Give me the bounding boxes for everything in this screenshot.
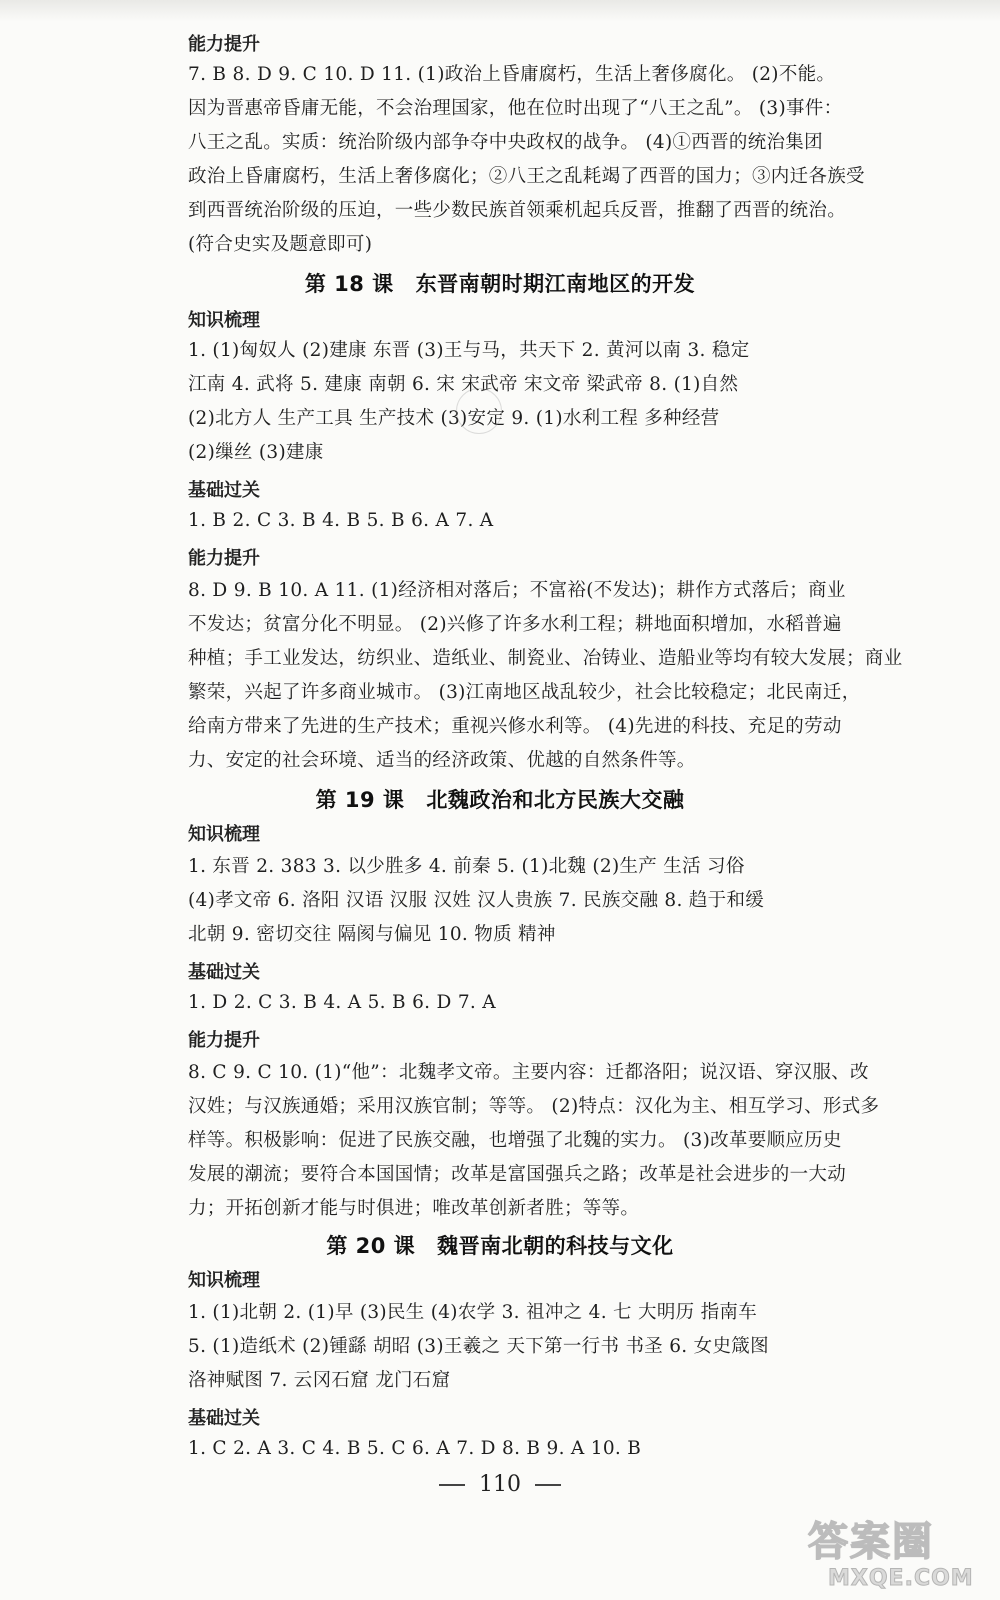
- text-line: 政治上昏庸腐朽，生活上奢侈腐化；②八王之乱耗竭了西晋的国力；③内迁各族受: [188, 166, 865, 187]
- text-line: 汉姓；与汉族通婚；采用汉族官制；等等。 (2)特点：汉化为主、相互学习、形式多: [188, 1096, 880, 1117]
- text-line: 力、安定的社会环境、适当的经济政策、优越的自然条件等。: [188, 750, 696, 771]
- text-line: 5. (1)造纸术 (2)锺繇 胡昭 (3)王羲之 天下第一行书 书圣 6. 女史箴图: [188, 1336, 769, 1357]
- section-heading-knowledge: 知识梳理: [188, 824, 260, 845]
- text-line: 8. D 9. B 10. A 11. (1)经济相对落后；不富裕(不发达)；耕作方式落后；商业: [188, 580, 846, 601]
- text-line: (符合史实及题意即可): [188, 234, 373, 255]
- section-heading-ability: 能力提升: [188, 34, 260, 55]
- text-line: 种植；手工业发达，纺织业、造纸业、制瓷业、冶铸业、造船业等均有较大发展；商业: [188, 648, 903, 669]
- lesson-title: [0, 1230, 1000, 1260]
- lesson-number: 第 19 课: [315, 788, 405, 812]
- text-line: 到西晋统治阶级的压迫，一些少数民族首领乘机起兵反晋，推翻了西晋的统治。: [188, 200, 847, 221]
- lesson-title: [0, 268, 1000, 298]
- faint-stamp: [456, 388, 502, 434]
- page-number-dash: [535, 1484, 561, 1486]
- text-line: 繁荣，兴起了许多商业城市。 (3)江南地区战乱较少，社会比较稳定；北民南迁，: [188, 682, 861, 703]
- page-number-value: 110: [479, 1472, 521, 1497]
- text-line: 力；开拓创新才能与时俱进；唯改革创新者胜；等等。: [188, 1198, 640, 1219]
- page-number-dash: [439, 1484, 465, 1486]
- lesson-name: 魏晋南北朝的科技与文化: [437, 1234, 674, 1258]
- answer-paragraph: [188, 58, 865, 262]
- answer-paragraph: [188, 850, 820, 952]
- section-heading-basic: 基础过关: [188, 962, 260, 983]
- section-heading-basic: 基础过关: [188, 1408, 260, 1429]
- answer-line: 1. B 2. C 3. B 4. B 5. B 6. A 7. A: [188, 510, 494, 531]
- answer-line: 1. D 2. C 3. B 4. A 5. B 6. D 7. A: [188, 992, 496, 1013]
- lesson-number: 第 18 课: [304, 272, 394, 296]
- text-line: 江南 4. 武将 5. 建康 南朝 6. 宋 宋武帝 宋文帝 梁武帝 8. (1)自然: [188, 374, 739, 395]
- text-line: (2)北方人 生产工具 生产技术 (3)安定 9. (1)水利工程 多种经营: [188, 408, 720, 429]
- section-heading-ability: 能力提升: [188, 1030, 260, 1051]
- section-heading-ability: 能力提升: [188, 548, 260, 569]
- text-line: 北朝 9. 密切交往 隔阂与偏见 10. 物质 精神: [188, 924, 556, 945]
- answer-paragraph: [188, 334, 820, 470]
- lesson-title: [0, 784, 1000, 814]
- lesson-name: 东晋南朝时期江南地区的开发: [415, 272, 696, 296]
- text-line: 因为晋惠帝昏庸无能，不会治理国家，他在位时出现了“八王之乱”。 (3)事件：: [188, 98, 843, 119]
- text-line: 洛神赋图 7. 云冈石窟 龙门石窟: [188, 1370, 451, 1391]
- text-line: (2)缫丝 (3)建康: [188, 442, 324, 463]
- scan-shadow: [0, 0, 1000, 22]
- text-line: 发展的潮流；要符合本国国情；改革是富国强兵之路；改革是社会进步的一大动: [188, 1164, 847, 1185]
- answer-line: 1. C 2. A 3. C 4. B 5. C 6. A 7. D 8. B 9. A 10. B: [188, 1438, 642, 1459]
- text-line: 7. B 8. D 9. C 10. D 11. (1)政治上昏庸腐朽，生活上奢侈腐化。 (2)不能。: [188, 64, 836, 85]
- watermark-logo-text: 答案圈: [808, 1519, 934, 1565]
- text-line: 1. (1)北朝 2. (1)早 (3)民生 (4)农学 3. 祖冲之 4. 七 大明历 指南车: [188, 1302, 758, 1323]
- page-number: [0, 1472, 1000, 1497]
- text-line: 8. C 9. C 10. (1)“他”：北魏孝文帝。主要内容：迁都洛阳；说汉语、穿汉服、改: [188, 1062, 869, 1083]
- lesson-number: 第 20 课: [326, 1234, 416, 1258]
- lesson-name: 北魏政治和北方民族大交融: [426, 788, 685, 812]
- section-heading-knowledge: 知识梳理: [188, 1270, 260, 1291]
- text-line: 不发达；贫富分化不明显。 (2)兴修了许多水利工程；耕地面积增加，水稻普遍: [188, 614, 842, 635]
- text-line: 样等。积极影响：促进了民族交融，也增强了北魏的实力。 (3)改革要顺应历史: [188, 1130, 842, 1151]
- section-heading-knowledge: 知识梳理: [188, 310, 260, 331]
- watermark-logo: [808, 1510, 988, 1596]
- answer-paragraph: [188, 574, 903, 778]
- text-line: 给南方带来了先进的生产技术；重视兴修水利等。 (4)先进的科技、充足的劳动: [188, 716, 842, 737]
- text-line: 八王之乱。实质：统治阶级内部争夺中央政权的战争。 (4)①西晋的统治集团: [188, 132, 823, 153]
- text-line: 1. 东晋 2. 383 3. 以少胜多 4. 前秦 5. (1)北魏 (2)生产 生活 习俗: [188, 856, 745, 877]
- watermark-site-text: MXQE.COM: [828, 1566, 974, 1591]
- answer-paragraph: [188, 1296, 820, 1398]
- text-line: 1. (1)匈奴人 (2)建康 东晋 (3)王与马，共天下 2. 黄河以南 3. 稳定: [188, 340, 750, 361]
- answer-paragraph: [188, 1056, 880, 1226]
- text-line: (4)孝文帝 6. 洛阳 汉语 汉服 汉姓 汉人贵族 7. 民族交融 8. 趋于和缓: [188, 890, 765, 911]
- section-heading-basic: 基础过关: [188, 480, 260, 501]
